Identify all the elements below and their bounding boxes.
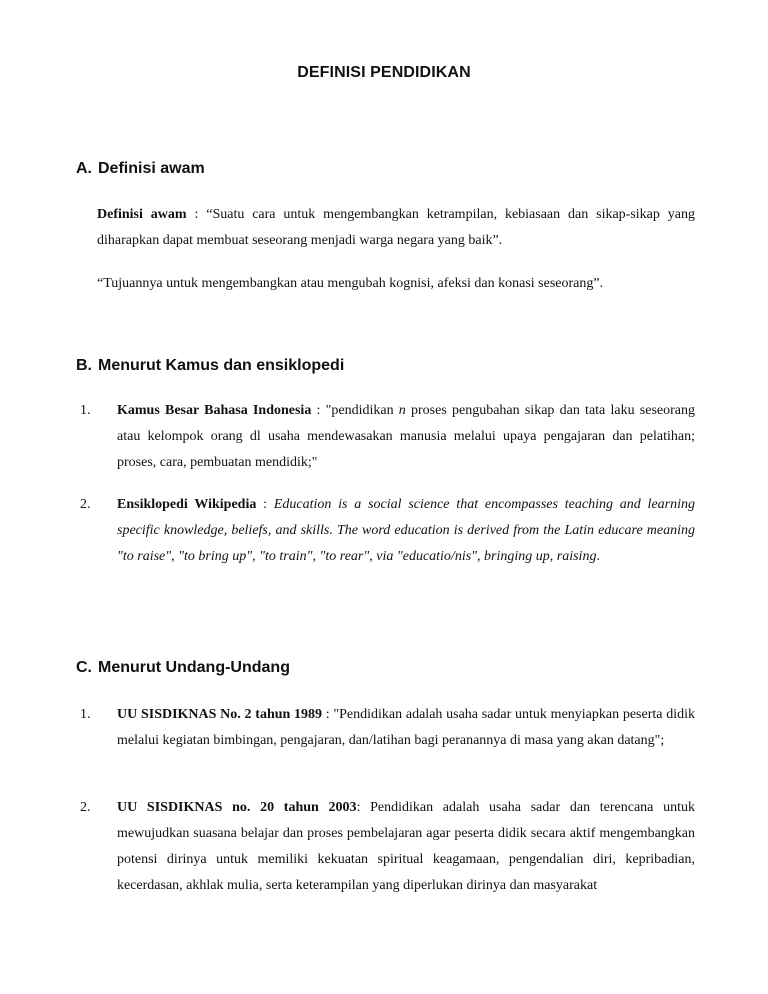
section-letter: B. [76, 357, 92, 374]
separator-text: : "pendidikan [311, 403, 399, 418]
section-heading-a [76, 160, 205, 178]
end-punctuation: . [596, 549, 600, 564]
list-item-kbbi [117, 398, 695, 476]
purpose-text: “Tujuannya untuk mengembangkan atau mengubah kognisi, afeksi dan konasi seseorang”. [97, 276, 604, 291]
section-letter: C. [76, 659, 92, 676]
definition-term: Definisi awam [97, 207, 187, 222]
definition-text: : “Suatu cara untuk mengembangkan ketrampilan, kebiasaan dan sikap-sikap yang diharapkan dapat membuat seseorang menjadi warga negara yang baik”. [97, 207, 695, 248]
item-text: proses pengubahan sikap dan tata laku seseorang atau kelompok orang dl usaha mendewasakan manusia melalui upaya pengajaran dan pelatihan; proses, cara, pembuatan mendidik;" [117, 403, 695, 470]
list-number: 2. [80, 800, 91, 815]
source-name: Ensiklopedi Wikipedia [117, 497, 257, 512]
list-item-uu-1989 [117, 702, 695, 754]
separator-text: : [256, 497, 274, 512]
section-letter: A. [76, 160, 92, 177]
list-number: 1. [80, 707, 91, 722]
law-name: UU SISDIKNAS No. 2 tahun 1989 [117, 707, 323, 722]
quoted-definition: Education is a social science that encompasses teaching and learning specific knowledge, beliefs, and skills. The word education is derived from the Latin educare meaning "to raise", "to bring up", "to train", "to rear", via "educatio/nis", bringing up, raising [117, 497, 695, 564]
section-title: Definisi awam [98, 160, 205, 177]
page-title: DEFINISI PENDIDIKAN [297, 64, 471, 81]
section-heading-b [76, 357, 344, 375]
section-title: Menurut Kamus dan ensiklopedi [98, 357, 345, 374]
purpose-paragraph [97, 271, 695, 297]
law-name: UU SISDIKNAS no. 20 tahun 2003 [117, 800, 357, 815]
list-number: 2. [80, 497, 91, 512]
item-text: : "Pendidikan adalah usaha sadar untuk menyiapkan peserta didik melalui kegiatan bimbingan, pengajaran, dan/latihan bagi peranannya di masa yang akan datang"; [117, 707, 696, 748]
list-number: 1. [80, 403, 91, 418]
source-name: Kamus Besar Bahasa Indonesia [117, 403, 312, 418]
definition-paragraph [97, 202, 695, 254]
section-title: Menurut Undang-Undang [98, 659, 290, 676]
section-heading-c [76, 659, 290, 677]
list-item-uu-2003 [117, 795, 695, 899]
list-item-wikipedia [117, 492, 695, 570]
word-class: n [398, 403, 406, 418]
item-text: : Pendidikan adalah usaha sadar dan terencana untuk mewujudkan suasana belajar dan proses pembelajaran agar peserta didik secara aktif mengembangkan potensi dirinya untuk memiliki kekuatan spiritual keagamaan, pengendalian diri, kepribadian, kecerdasan, akhlak mulia, serta keterampilan yang diperlukan dirinya dan masyarakat [117, 800, 695, 893]
